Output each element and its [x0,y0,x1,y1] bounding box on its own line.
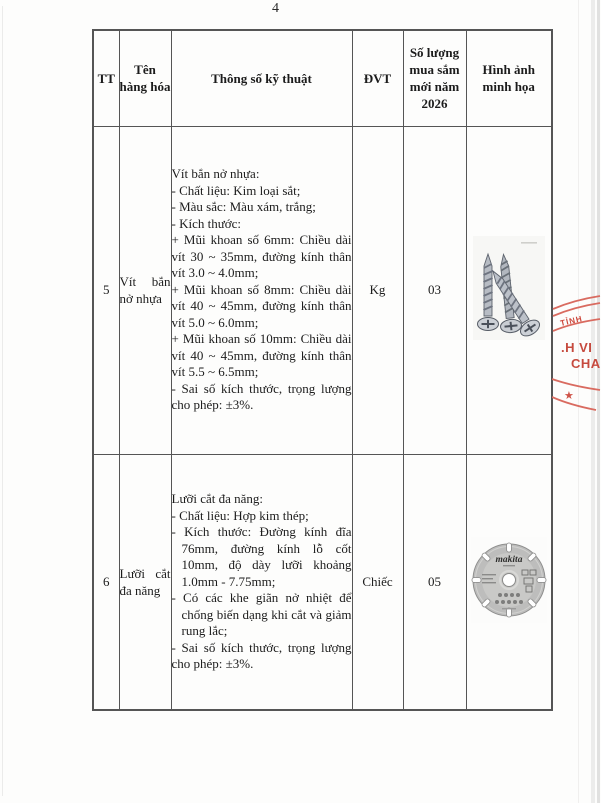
disc-brand-text: makita [495,554,523,565]
stamp-text-line2: CHA [571,356,601,371]
col-header-item-name: Tên hàng hóa [119,30,171,126]
spec-paragraph: - Chất liệu: Hợp kim thép; [171,507,309,523]
stamp-text-line1: .H VI [561,340,593,355]
procurement-spec-table [92,29,553,711]
item-name-cell: Lưỡi cắt đa năng [119,454,171,710]
spec-paragraph: - Sai số kích thước, trọng lượng cho phép: ±3%. [171,639,352,671]
spec-paragraph: - Kích thước: [171,215,242,231]
tt-cell: 5 [93,126,119,454]
spec-paragraph: + Mũi khoan số 8mm: Chiều dài vít 40 ~ 45mm, đường kính thân vít 5.0 ~ 6.0mm; [171,281,352,330]
spec-paragraph: - Màu sắc: Màu xám, trắng; [171,199,316,215]
spec-paragraph: + Mũi khoan số 6mm: Chiều dài vít 30 ~ 35mm, đường kính thân vít 3.0 ~ 4.0mm; [171,232,352,281]
table-row-item-5 [93,126,552,454]
spec-paragraph: Lưỡi cắt đa năng: [171,491,264,506]
col-header-specs: Thông số kỹ thuật [171,30,352,126]
stamp-star-icon: ★ [564,390,574,402]
page-number: 4 [272,1,279,16]
tt-cell: 6 [93,454,119,710]
col-header-qty-2026: Số lượng mua sắm mới năm 2026 [403,30,466,126]
page-edge-stripe [591,0,595,803]
page-right-fold-line [578,0,579,803]
col-header-image: Hình ảnh minh họa [466,30,552,126]
col-header-tt: TT [93,30,119,126]
stamp-outer-arc-bottom [552,397,596,410]
col-header-unit: ĐVT [352,30,403,126]
page-edge-stripe [597,0,600,803]
image-cell [466,454,552,710]
screws-photo [473,236,545,340]
stamp-arc-text: TỈNH [559,314,584,328]
specs-cell [171,454,352,710]
table-header-row [93,30,552,126]
spec-paragraph: + Mũi khoan số 10mm: Chiều dài vít 40 ~ 45mm, đường kính thân vít 5.5 ~ 6.5mm; [171,331,352,380]
cutting-disc-photo [471,537,547,623]
image-cell [466,126,552,454]
specs-cell [171,126,352,454]
spec-paragraph: - Chất liệu: Kim loại sắt; [171,182,301,198]
qty-cell: 03 [403,126,466,454]
table-row-item-6 [93,454,552,710]
spec-paragraph: - Kích thước: Đường kính đĩa 76mm, đường kính lỗ cốt 10mm, độ dày lưỡi khoảng 1.0mm - 7.75mm; [171,524,352,589]
spec-paragraph: - Có các khe giãn nở nhiệt để chống biến dạng khi cắt và giảm rung lắc; [171,590,352,638]
unit-cell: Kg [352,126,403,454]
spec-paragraph: - Sai số kích thước, trọng lượng cho phép: ±3%. [171,380,352,413]
page-left-edge [2,6,3,796]
spec-paragraph: Vít bắn nở nhựa: [171,166,260,182]
qty-cell: 05 [403,454,466,710]
unit-cell: Chiếc [352,454,403,710]
item-name-cell: Vít bắn nở nhựa [119,126,171,454]
